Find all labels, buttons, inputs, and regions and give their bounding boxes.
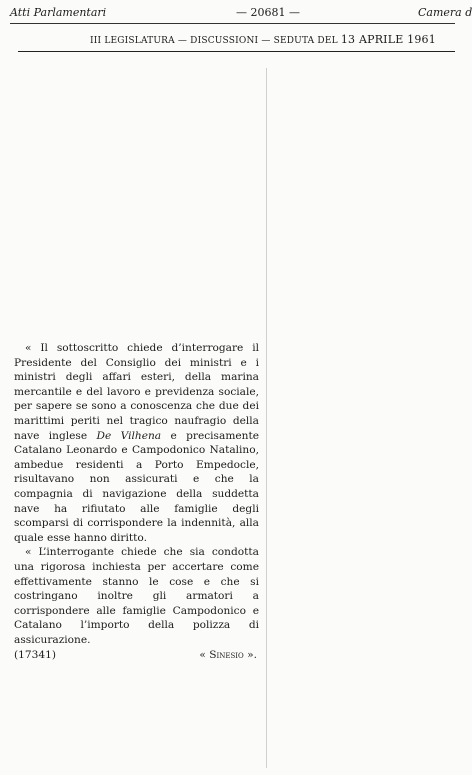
- publication-title: Atti Parlamentari: [10, 6, 107, 19]
- signature-row: [14, 648, 259, 663]
- column-divider: [266, 68, 267, 768]
- session-line: [90, 33, 436, 46]
- page-number: — 20681 —: [236, 6, 300, 19]
- ship-name: De Vilhena: [96, 429, 162, 442]
- session-prefix: III LEGISLATURA — DISCUSSIONI — SEDUTA DEL: [90, 36, 338, 46]
- interrogation-paragraph-1: [14, 341, 259, 545]
- interrogation-text: [14, 341, 259, 663]
- running-header: [10, 4, 472, 22]
- interrogation-number: (17341): [14, 649, 56, 662]
- paragraph-1-part-1: « Il sottoscritto chiede d’interrogare il Presidente del Consiglio dei ministri e i ministri degli affari esteri, della marina mercantile e del lavoro e previdenza sociale, per sapere se sono a conoscenza che due dei marittimi periti nel tragico naufragio della nave inglese: [14, 342, 259, 442]
- session-date: 13 APRILE 1961: [340, 33, 436, 46]
- chamber-name: Camera d: [418, 6, 472, 19]
- session-rule: [18, 51, 455, 52]
- header-rule: [10, 23, 455, 24]
- signature: « Sinesio ».: [199, 649, 257, 662]
- paragraph-1-part-2: e precisamente Catalano Leonardo e Campodonico Natalino, ambedue residenti a Porto Empedocle, risultavano non assicurati e che la compagnia di navigazione della suddetta nave ha rifiutato alle famiglie degli scomparsi di corrispondere la indennità, alla quale esse hanno diritto.: [14, 429, 259, 544]
- interrogation-paragraph-2: « L’interrogante chiede che sia condotta una rigorosa inchiesta per accertare come effettivamente stanno le cose e che si costringano inoltre gli armatori a corrispondere alle famiglie Campodonico e Catalano l’importo della polizza di assicurazione.: [14, 546, 259, 646]
